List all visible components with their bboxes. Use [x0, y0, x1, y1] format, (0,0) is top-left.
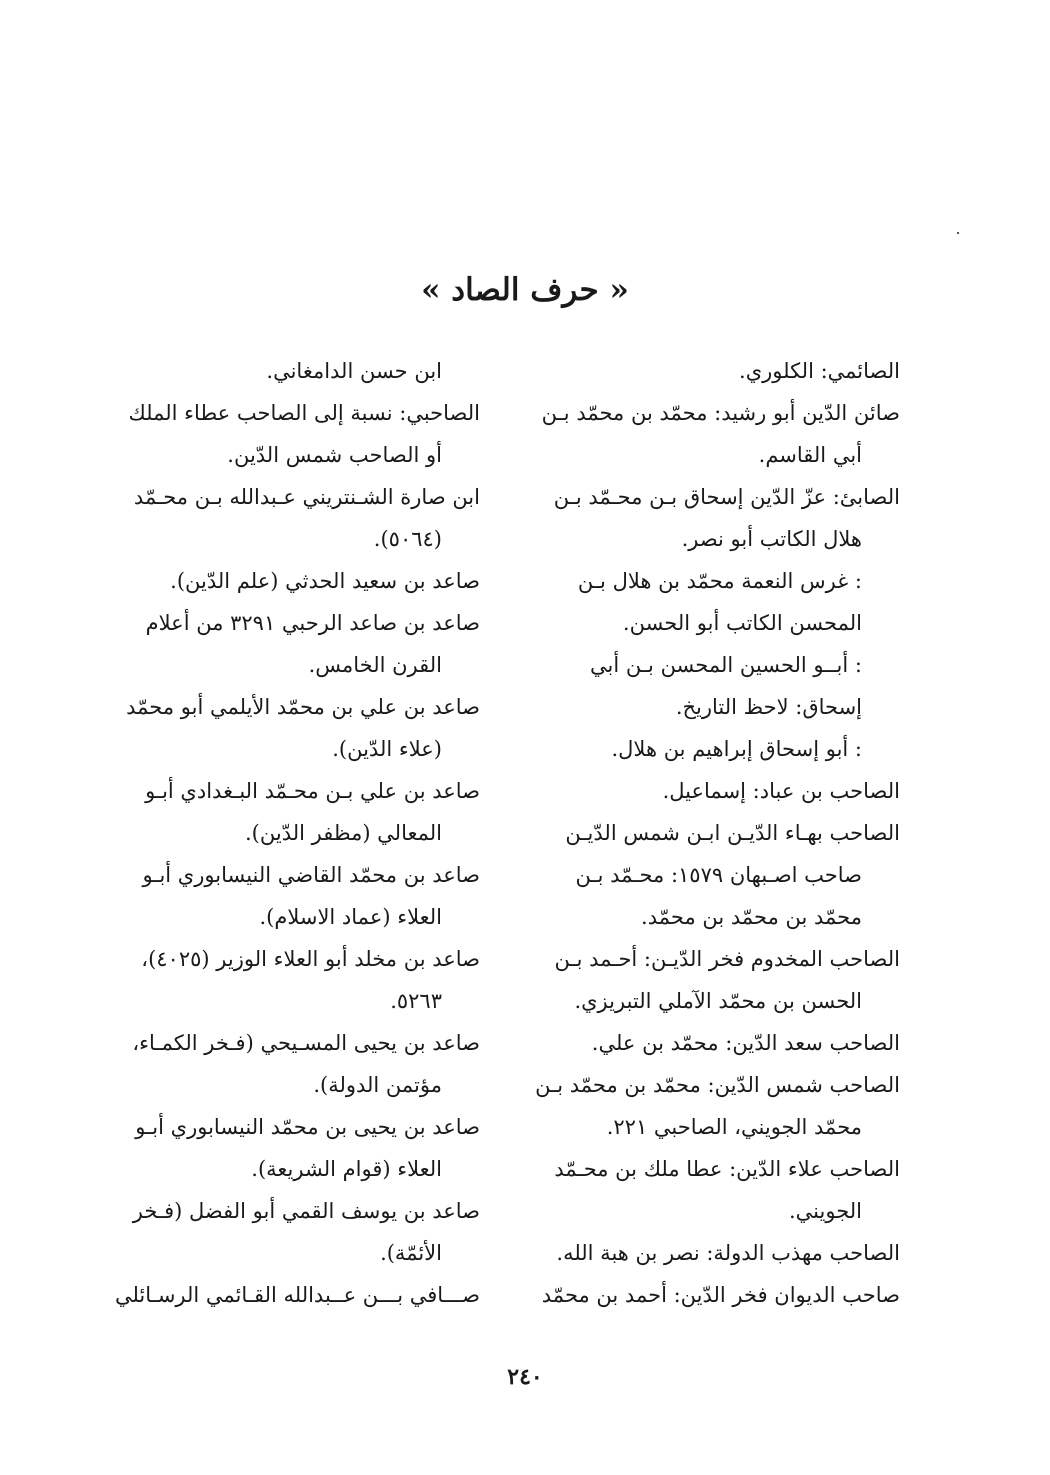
- index-entry: الصاحب شمس الدّين: محمّد بن محمّد بـن: [535, 1073, 900, 1097]
- index-entry-continuation: مؤتمن الدولة).: [313, 1073, 442, 1097]
- index-entry: صاعد بن صاعد الرحبي ٣٢٩١ من أعلام: [145, 611, 480, 635]
- index-entry: الصاحب علاء الدّين: عطا ملك بن محـمّد: [554, 1157, 900, 1181]
- index-entry-continuation: (علاء الدّين).: [332, 737, 442, 761]
- index-entry-continuation: : أبو إسحاق إبراهيم بن هلال.: [611, 737, 862, 761]
- index-entry-continuation: أبي القاسم.: [758, 443, 862, 467]
- index-entry-continuation: القرن الخامس.: [308, 653, 442, 677]
- index-entry-continuation: العلاء (قوام الشريعة).: [251, 1157, 442, 1181]
- index-entry: صاعد بن يحيى المسـيحي (فـخر الكمـاء،: [132, 1031, 480, 1055]
- index-entry-continuation: محمّد الجويني، الصاحبي ٢٢١.: [606, 1115, 862, 1139]
- index-entry-continuation: صاحب اصـبهان ١٥٧٩: محـمّد بـن: [575, 863, 862, 887]
- index-entry: الصابئ: عزّ الدّين إسحاق بـن محـمّد بـن: [553, 485, 900, 509]
- index-entry-continuation: (٥٠٦٤).: [373, 527, 442, 551]
- index-entry-continuation: الحسن بن محمّد الآملي التبريزي.: [574, 989, 862, 1013]
- index-entry-continuation: ٥٢٦٣.: [390, 989, 442, 1013]
- index-entry: صاعد بن يحيى بن محمّد النيسابوري أبـو: [135, 1115, 480, 1139]
- index-column-left: [100, 350, 480, 1316]
- index-entry-continuation: هلال الكاتب أبو نصر.: [681, 527, 862, 551]
- index-entry: صاعد بن علي بـن محـمّد البـغدادي أبـو: [145, 779, 480, 803]
- index-entry: صاعد بن سعيد الحدثي (علم الدّين).: [170, 569, 480, 593]
- index-entry: الصاحب سعد الدّين: محمّد بن علي.: [591, 1031, 900, 1055]
- index-entry: الصائمي: الكلوري.: [739, 359, 900, 383]
- index-entry: صاحب الديوان فخر الدّين: أحمد بن محمّد: [541, 1283, 900, 1307]
- index-entry: صاعد بن يوسف القمي أبو الفضل (فـخر: [132, 1199, 480, 1223]
- index-entry-continuation: ابن حسن الدامغاني.: [266, 359, 442, 383]
- index-entry-continuation: إسحاق: لاحظ التاريخ.: [675, 695, 862, 719]
- page-number: ٢٤٠: [507, 1364, 543, 1390]
- index-entry: الصاحب المخدوم فخر الدّيـن: أحـمد بـن: [554, 947, 900, 971]
- index-entry-continuation: : غرس النعمة محمّد بن هلال بـن: [577, 569, 862, 593]
- index-entry-continuation: الجويني.: [789, 1199, 862, 1223]
- index-entry-continuation: : أبــو الحسين المحسن بـن أبي: [590, 653, 862, 677]
- index-entry: صائن الدّين أبو رشيد: محمّد بن محمّد بـن: [541, 401, 900, 425]
- index-entry: صاعد بن مخلد أبو العلاء الوزير (٤٠٢٥)،: [141, 947, 480, 971]
- index-entry-continuation: العلاء (عماد الاسلام).: [259, 905, 442, 929]
- index-entry: صاعد بن علي بن محمّد الأيلمي أبو محمّد: [126, 695, 480, 719]
- index-entry: الصاحب بن عباد: إسماعيل.: [662, 779, 900, 803]
- index-column-right: [520, 350, 900, 1316]
- index-entry: صـــافي بـــن عــبدالله القـائمي الرسـائلي: [114, 1283, 480, 1307]
- index-entry: الصاحب بهـاء الدّيـن ابـن شمس الدّيـن: [565, 821, 900, 845]
- index-entry-continuation: المعالي (مظفر الدّين).: [245, 821, 442, 845]
- index-entry-continuation: المحسن الكاتب أبو الحسن.: [622, 611, 862, 635]
- index-entry-continuation: أو الصاحب شمس الدّين.: [227, 443, 442, 467]
- edge-speck: [957, 232, 959, 234]
- page-title: « حرف الصاد »: [421, 272, 629, 308]
- index-entry: ابن صارة الشـنتريني عـبدالله بـن محـمّد: [133, 485, 480, 509]
- index-entry-continuation: الأئمّة).: [380, 1241, 442, 1265]
- index-entry-continuation: محمّد بن محمّد بن محمّد.: [641, 905, 862, 929]
- index-entry: صاعد بن محمّد القاضي النيسابوري أبـو: [142, 863, 480, 887]
- index-entry: الصاحب مهذب الدولة: نصر بن هبة الله.: [556, 1241, 900, 1265]
- index-entry: الصاحبي: نسبة إلى الصاحب عطاء الملك: [128, 401, 480, 425]
